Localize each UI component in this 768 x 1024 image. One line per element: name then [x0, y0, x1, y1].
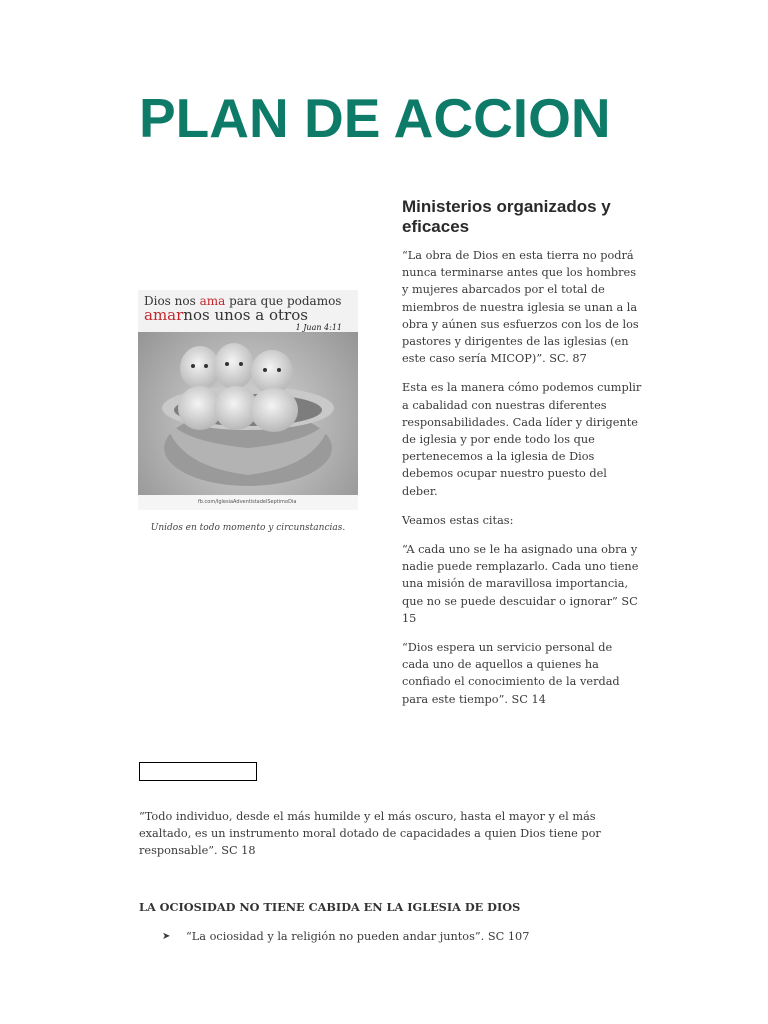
babies-photo — [138, 290, 358, 510]
image-footer: fb.com/IglesiaAdventistadelSeptimoDia — [198, 499, 297, 505]
paragraph: Esta es la manera cómo podemos cumplir a cabalidad con nuestras diferentes responsabilidades. Cada líder y dirigente de iglesia y por ende todo los que pertenecemos a la iglesia de Dios debemos ocupar nuestro puesto del deber. — [402, 381, 642, 498]
page-title: PLAN DE ACCION — [139, 87, 611, 149]
image-caption: Unidos en todo momento y circunstancias. — [150, 523, 346, 533]
image-banner-line1: Dios nos ama para que podamos — [144, 294, 342, 308]
paragraph: “Dios espera un servicio personal de cada uno de aquellos a quienes ha confiado el conocimiento de la verdad para este tiempo”. SC 14 — [402, 641, 620, 706]
paragraph: “A cada uno se le ha asignado una obra y nadie puede remplazarlo. Cada uno tiene una misión de maravillosa importancia, que no se puede descuidar o ignorar” SC 15 — [402, 543, 639, 625]
image-banner — [144, 294, 354, 322]
list-item — [162, 930, 529, 943]
right-column — [402, 197, 642, 720]
image-verse: 1 Juan 4:11 — [295, 323, 342, 332]
paragraph: Veamos estas citas: — [402, 513, 514, 527]
section-heading: Ministerios organizados y eficaces — [402, 197, 611, 236]
section2-heading: LA OCIOSIDAD NO TIENE CABIDA EN LA IGLESIA DE DIOS — [139, 900, 521, 914]
arrow-bullet-icon: ➤ — [162, 931, 171, 942]
list-item-text: “La ociosidad y la religión no pueden andar juntos”. SC 107 — [186, 930, 530, 943]
quote-paragraph: “Todo individuo, desde el más humilde y el más oscuro, hasta el mayor y el más exaltado, es un instrumento moral dotado de capacidades a quien Dios tiene por responsable”. SC 18 — [139, 810, 601, 858]
image-banner-line2: amarnos unos a otros — [144, 306, 308, 324]
paragraph: “La obra de Dios en esta tierra no podrá nunca terminarse antes que los hombres y mujeres abarcados por el total de miembros de nuestra iglesia se unan a la obra y aúnen sus esfuerzos con los de los pastores y dirigentes de las iglesias (en este caso sería MICOP)”. SC. 87 — [402, 249, 639, 366]
empty-text-box — [139, 762, 257, 781]
